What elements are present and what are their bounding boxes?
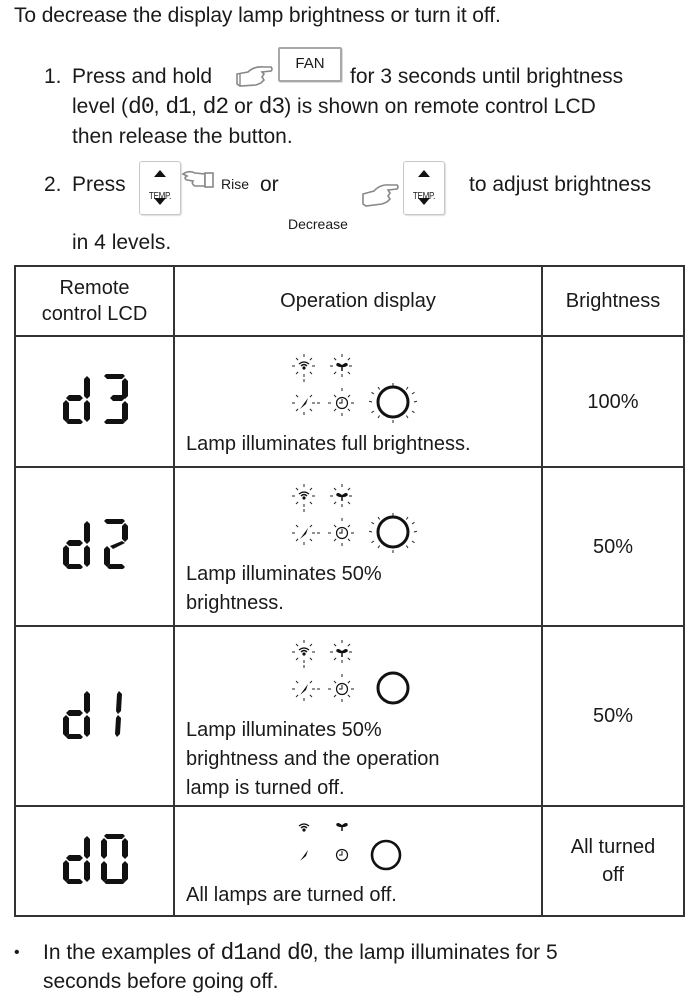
decrease-label: Decrease xyxy=(288,216,348,232)
brightness-value: 100% xyxy=(587,390,639,413)
pointing-hand-icon xyxy=(234,64,274,90)
lcd-d2-icon xyxy=(60,519,130,569)
line2-prefix: level ( xyxy=(72,95,129,118)
arrow-down-icon xyxy=(154,198,166,205)
step-1-text-a: Press and hold xyxy=(72,65,213,88)
or-text: or xyxy=(260,173,279,196)
lcd-cell xyxy=(15,626,174,806)
arrow-up-icon xyxy=(154,170,166,177)
operation-description xyxy=(175,881,541,910)
step-2-line2: in 4 levels. xyxy=(72,231,172,254)
step-1-line2 xyxy=(72,92,596,122)
temp-button-decrease[interactable] xyxy=(403,161,445,215)
table-row xyxy=(15,626,684,806)
level-d0: d0 xyxy=(128,94,154,120)
brightness-table xyxy=(14,265,685,917)
step-1-text-b: for 3 seconds until brightness xyxy=(350,65,624,88)
fan-button[interactable] xyxy=(278,47,342,82)
temp-label: TEMP. xyxy=(412,191,436,202)
rise-label: Rise xyxy=(221,176,250,192)
arrow-down-icon xyxy=(418,198,430,205)
step-1-line3: then release the button. xyxy=(72,125,293,148)
separator: , xyxy=(153,95,160,118)
lcd-cell xyxy=(15,806,174,916)
brightness-cell xyxy=(542,336,684,467)
operation-description xyxy=(175,430,541,459)
note-code-d1: d1 xyxy=(220,940,247,966)
description-line: brightness. xyxy=(186,591,284,614)
note-and: and xyxy=(246,941,282,964)
operation-cell xyxy=(174,336,542,467)
brightness-value: 50% xyxy=(592,535,634,558)
step-2-number: 2. xyxy=(44,173,62,196)
table-header-row xyxy=(15,266,684,336)
operation-cell xyxy=(174,626,542,806)
description-line: Lamp illuminates 50% xyxy=(186,718,382,741)
pointing-hand-icon xyxy=(360,180,400,210)
separator: , xyxy=(190,95,197,118)
arrow-up-icon xyxy=(418,170,430,177)
step-1 xyxy=(44,55,684,152)
note-text-b: , the lamp illuminates for 5 xyxy=(312,941,558,964)
level-d3: d3 xyxy=(258,94,285,120)
step-2 xyxy=(44,168,684,258)
fan-button-label: FAN xyxy=(295,55,325,72)
intro-heading: To decrease the display lamp brightness or turn it off. xyxy=(14,4,501,27)
note-line1 xyxy=(43,938,558,968)
pressing-hand-icon xyxy=(181,168,217,190)
step-1-number: 1. xyxy=(44,65,62,88)
lcd-cell xyxy=(15,336,174,467)
brightness-cell xyxy=(542,467,684,626)
level-d1: d1 xyxy=(165,94,191,120)
step-2-text-a: Press xyxy=(72,173,126,196)
operation-cell xyxy=(174,467,542,626)
operation-display-icons xyxy=(292,816,432,881)
line2-suffix: ) is shown on remote control LCD xyxy=(284,95,596,118)
header-brightness: Brightness xyxy=(542,266,684,336)
description-line: All lamps are turned off. xyxy=(186,884,397,906)
or-text: or xyxy=(234,95,253,118)
brightness-cell xyxy=(542,806,684,916)
operation-cell xyxy=(174,806,542,916)
description-line: Lamp illuminates 50% xyxy=(186,562,382,585)
temp-button-rise[interactable] xyxy=(139,161,181,215)
note-line2: seconds before going off. xyxy=(43,970,279,993)
note-code-d0: d0 xyxy=(286,940,313,966)
description-line: Lamp illuminates full brightness. xyxy=(186,433,471,455)
bullet-icon: • xyxy=(14,944,20,961)
description-line: brightness and the operation xyxy=(186,747,440,770)
lcd-d3-icon xyxy=(60,374,130,424)
table-row xyxy=(15,467,684,626)
operation-display-icons xyxy=(292,350,432,430)
lcd-d1-icon xyxy=(60,689,130,739)
header-lcd-line1: Remote xyxy=(59,277,130,299)
lcd-cell xyxy=(15,467,174,626)
header-operation: Operation display xyxy=(174,266,542,336)
step-2-text-b: to adjust brightness xyxy=(469,173,652,196)
operation-description xyxy=(175,716,541,803)
header-lcd-line2: control LCD xyxy=(41,303,148,325)
operation-description xyxy=(175,560,541,618)
lcd-d0-icon xyxy=(60,834,130,884)
brightness-cell xyxy=(542,626,684,806)
operation-display-icons xyxy=(292,636,432,716)
header-lcd xyxy=(15,266,174,336)
table-row xyxy=(15,336,684,467)
note-text-a: In the examples of xyxy=(43,941,215,964)
brightness-value: All turned xyxy=(570,836,656,858)
brightness-value: 50% xyxy=(592,705,634,727)
level-d2: d2 xyxy=(202,94,229,120)
operation-display-icons xyxy=(292,480,432,560)
temp-label: TEMP. xyxy=(148,191,172,202)
table-row xyxy=(15,806,684,916)
brightness-value: off xyxy=(602,864,624,886)
description-line: lamp is turned off. xyxy=(186,776,345,799)
